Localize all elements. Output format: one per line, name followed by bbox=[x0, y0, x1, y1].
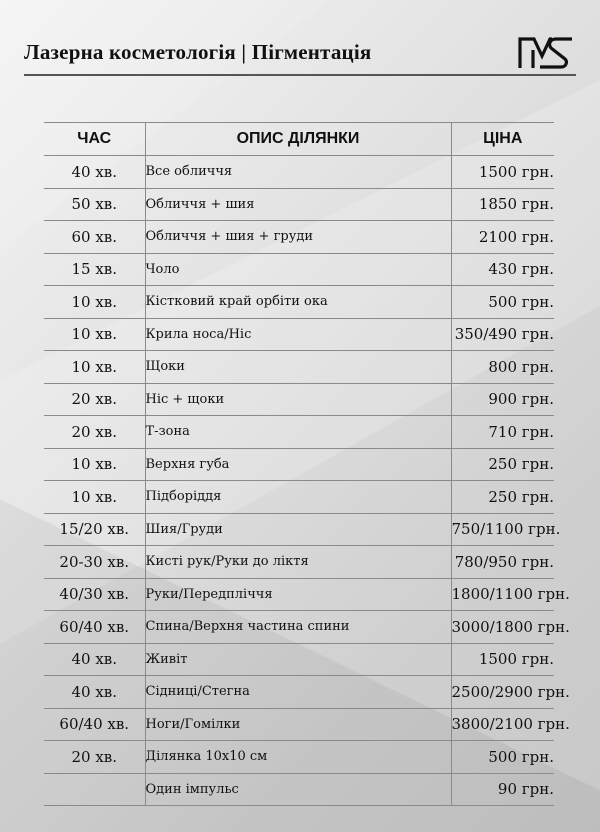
area-cell: Підборіддя bbox=[145, 481, 451, 514]
table-row bbox=[44, 318, 554, 351]
price-cell: 500 грн. bbox=[451, 286, 554, 319]
area-cell: Ніс + щоки bbox=[145, 383, 451, 416]
area-cell: Сідниці/Стегна bbox=[145, 676, 451, 709]
price-cell: 250 грн. bbox=[451, 481, 554, 514]
price-cell: 1850 грн. bbox=[451, 188, 554, 221]
price-cell: 1500 грн. bbox=[451, 643, 554, 676]
table-row bbox=[44, 643, 554, 676]
table-row bbox=[44, 741, 554, 774]
table-row bbox=[44, 546, 554, 579]
time-cell: 20 хв. bbox=[44, 383, 145, 416]
area-cell: Все обличчя bbox=[145, 156, 451, 189]
time-cell: 10 хв. bbox=[44, 481, 145, 514]
price-cell: 780/950 грн. bbox=[451, 546, 554, 579]
price-cell: 2100 грн. bbox=[451, 221, 554, 254]
time-cell: 10 хв. bbox=[44, 351, 145, 384]
table-row bbox=[44, 676, 554, 709]
table-row bbox=[44, 351, 554, 384]
price-cell: 3800/2100 грн. bbox=[451, 708, 554, 741]
price-table bbox=[44, 122, 570, 806]
price-cell: 2500/2900 грн. bbox=[451, 676, 554, 709]
area-cell: Верхня губа bbox=[145, 448, 451, 481]
column-header-price: ЦІНА bbox=[451, 123, 554, 156]
table-row bbox=[44, 578, 554, 611]
time-cell: 60/40 хв. bbox=[44, 708, 145, 741]
area-cell: Живіт bbox=[145, 643, 451, 676]
time-cell: 10 хв. bbox=[44, 448, 145, 481]
time-cell: 60/40 хв. bbox=[44, 611, 145, 644]
area-cell: Чоло bbox=[145, 253, 451, 286]
time-cell: 20 хв. bbox=[44, 416, 145, 449]
price-cell: 750/1100 грн. bbox=[451, 513, 554, 546]
price-cell: 800 грн. bbox=[451, 351, 554, 384]
time-cell: 50 хв. bbox=[44, 188, 145, 221]
table-row bbox=[44, 383, 554, 416]
time-cell: 20 хв. bbox=[44, 741, 145, 774]
table-row bbox=[44, 513, 554, 546]
area-cell: Один імпульс bbox=[145, 773, 451, 806]
price-cell: 500 грн. bbox=[451, 741, 554, 774]
time-cell: 40 хв. bbox=[44, 676, 145, 709]
price-cell: 3000/1800 грн. bbox=[451, 611, 554, 644]
table-header-row bbox=[44, 123, 554, 156]
price-cell: 710 грн. bbox=[451, 416, 554, 449]
page-header bbox=[24, 36, 576, 76]
area-cell: Спина/Верхня частина спини bbox=[145, 611, 451, 644]
time-cell: 60 хв. bbox=[44, 221, 145, 254]
time-cell: 40 хв. bbox=[44, 156, 145, 189]
price-cell: 1800/1100 грн. bbox=[451, 578, 554, 611]
area-cell: Щоки bbox=[145, 351, 451, 384]
time-cell: 40/30 хв. bbox=[44, 578, 145, 611]
time-cell: 10 хв. bbox=[44, 286, 145, 319]
table-row bbox=[44, 286, 554, 319]
table-row bbox=[44, 708, 554, 741]
table-row bbox=[44, 156, 554, 189]
price-cell: 900 грн. bbox=[451, 383, 554, 416]
area-cell: Обличчя + шия bbox=[145, 188, 451, 221]
time-cell: 20-30 хв. bbox=[44, 546, 145, 579]
area-cell: Ноги/Гомілки bbox=[145, 708, 451, 741]
time-cell: 15 хв. bbox=[44, 253, 145, 286]
table-row bbox=[44, 448, 554, 481]
table-row bbox=[44, 253, 554, 286]
price-table-body bbox=[44, 156, 570, 806]
price-cell: 90 грн. bbox=[451, 773, 554, 806]
time-cell: 15/20 хв. bbox=[44, 513, 145, 546]
table-row bbox=[44, 481, 554, 514]
column-header-time: ЧАС bbox=[44, 123, 145, 156]
table-row bbox=[44, 221, 554, 254]
price-cell: 250 грн. bbox=[451, 448, 554, 481]
table-row bbox=[44, 416, 554, 449]
area-cell: Шия/Груди bbox=[145, 513, 451, 546]
area-cell: Кисті рук/Руки до ліктя bbox=[145, 546, 451, 579]
price-cell: 1500 грн. bbox=[451, 156, 554, 189]
column-header-area: ОПИС ДІЛЯНКИ bbox=[145, 123, 451, 156]
area-cell: Руки/Передпліччя bbox=[145, 578, 451, 611]
area-cell: Ділянка 10х10 см bbox=[145, 741, 451, 774]
area-cell: Т-зона bbox=[145, 416, 451, 449]
table-row bbox=[44, 611, 554, 644]
area-cell: Крила носа/Ніс bbox=[145, 318, 451, 351]
header-divider bbox=[24, 74, 576, 76]
time-cell: 10 хв. bbox=[44, 318, 145, 351]
page-title: Лазерна косметологія | Пігментація bbox=[24, 40, 372, 64]
table-row bbox=[44, 773, 554, 806]
price-cell: 430 грн. bbox=[451, 253, 554, 286]
table-row bbox=[44, 188, 554, 221]
price-cell: 350/490 грн. bbox=[451, 318, 554, 351]
time-cell bbox=[44, 773, 145, 806]
area-cell: Кістковий край орбіти ока bbox=[145, 286, 451, 319]
time-cell: 40 хв. bbox=[44, 643, 145, 676]
ms-logo bbox=[518, 36, 574, 70]
area-cell: Обличчя + шия + груди bbox=[145, 221, 451, 254]
